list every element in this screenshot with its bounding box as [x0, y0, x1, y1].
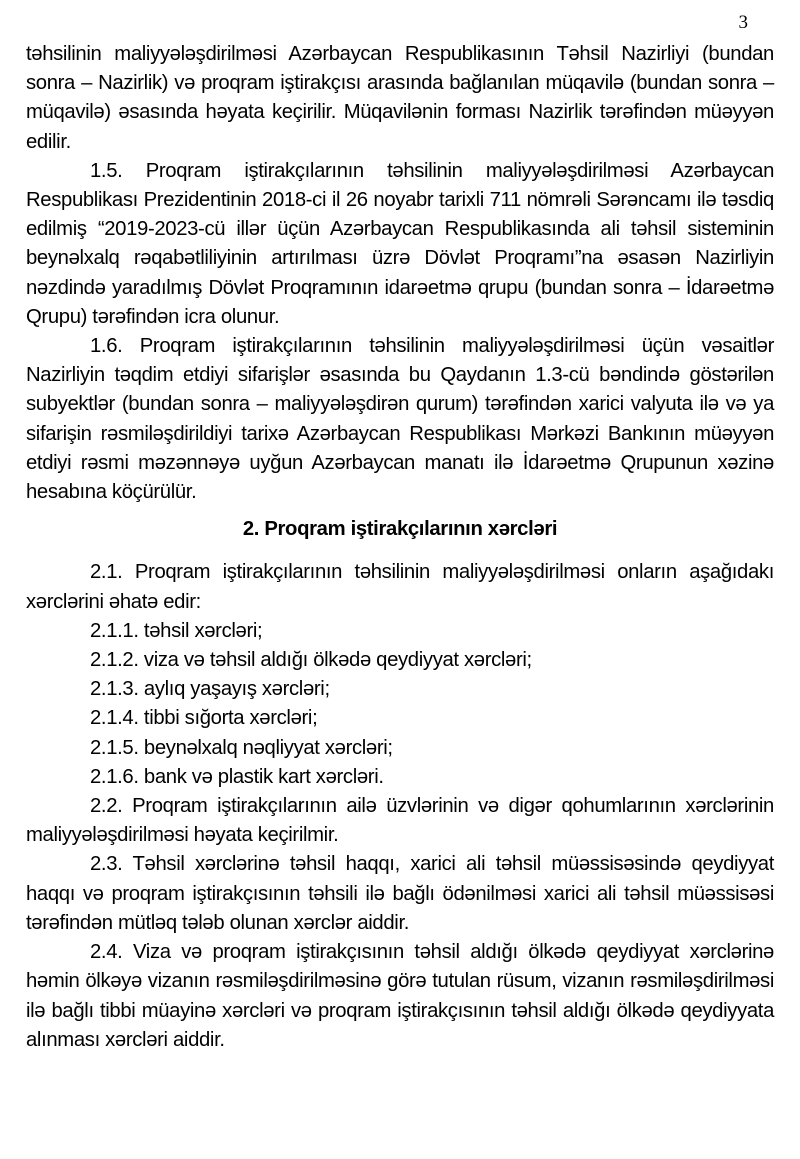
list-item: 2.1.4. tibbi sığorta xərcləri;: [90, 707, 318, 730]
paragraph-2-4: 2.4. Viza və proqram iştirakçısının təhsil aldığı ölkədə qeydiyyat xərclərinə həmin ölkəyə vizanın rəsmiləşdirilməsinə görə tutulan rüsum, vizanın rəsmiləşdirilməsi ilə bağlı tibbi müayinə xərcləri və proqram iştirakçısının təhsil aldığı ölkədə qeydiyyata alınması xərcləri aiddir.: [26, 941, 774, 1051]
list-item: 2.1.6. bank və plastik kart xərcləri.: [90, 765, 384, 788]
paragraph-1-5: 1.5. Proqram iştirakçılarının təhsilinin maliyyələşdirilməsi Azərbaycan Respublikası Prezidentinin 2018-ci il 26 noyabr tarixli 711 nömrəli Sərəncamı ilə təsdiq edilmiş “2019-2023-cü illər üçün Azərbaycan Respublikasında ali təhsil sisteminin beynəlxalq rəqabətliliyinin artırılması üzrə Dövlət Proqramı”na əsasən Nazirliyin nəzdində yaradılmış Dövlət Proqramının idarəetmə qrupu (bundan sonra – İdarəetmə Qrupu) tərəfindən icra olunur.: [26, 159, 774, 328]
document-body: [26, 40, 774, 1055]
section-heading: 2. Proqram iştirakçılarının xərcləri: [242, 518, 558, 541]
continuation-paragraph: təhsilinin maliyyələşdirilməsi Azərbaycan Respublikasının Təhsil Nazirliyi (bundan sonra – Nazirlik) və proqram iştirakçısı arasında bağlanılan müqavilə (bundan sonra – müqavilə) əsasında həyata keçirilir. Müqavilənin forması Nazirlik tərəfindən müəyyən edilir.: [26, 43, 774, 153]
list-item: 2.1.5. beynəlxalq nəqliyyat xərcləri;: [90, 736, 393, 759]
list-item: 2.1.1. təhsil xərcləri;: [90, 619, 263, 642]
paragraph-2-1: 2.1. Proqram iştirakçılarının təhsilinin maliyyələşdirilməsi onların aşağıdakı xərclərini əhatə edir:: [26, 561, 774, 613]
page-number: 3: [738, 12, 748, 33]
paragraph-2-3: 2.3. Təhsil xərclərinə təhsil haqqı, xarici ali təhsil müəssisəsində qeydiyyat haqqı və proqram iştirakçısının təhsili ilə bağlı ödənilməsi xarici ali təhsil müəssisəsi tərəfindən mütləq tələb olunan xərclər aiddir.: [26, 853, 774, 934]
list-item: 2.1.3. aylıq yaşayış xərcləri;: [90, 678, 330, 701]
list-item: 2.1.2. viza və təhsil aldığı ölkədə qeydiyyat xərcləri;: [90, 649, 532, 672]
paragraph-1-6: 1.6. Proqram iştirakçılarının təhsilinin maliyyələşdirilməsi üçün vəsaitlər Nazirliyin təqdim etdiyi sifarişlər əsasında bu Qaydanın 1.3-cü bəndində göstərilən subyektlər (bundan sonra – maliyyələşdirən qurum) tərəfindən xarici valyuta ilə və ya sifarişin rəsmiləşdirildiyi tarixə Azərbaycan Respublikası Mərkəzi Bankının müəyyən etdiyi rəsmi məzənnəyə uyğun Azərbaycan manatı ilə İdarəetmə Qrupunun xəzinə hesabına köçürülür.: [26, 335, 774, 504]
paragraph-2-2: 2.2. Proqram iştirakçılarının ailə üzvlərinin və digər qohumlarının xərclərinin maliyyələşdirilməsi həyata keçirilmir.: [26, 795, 774, 847]
